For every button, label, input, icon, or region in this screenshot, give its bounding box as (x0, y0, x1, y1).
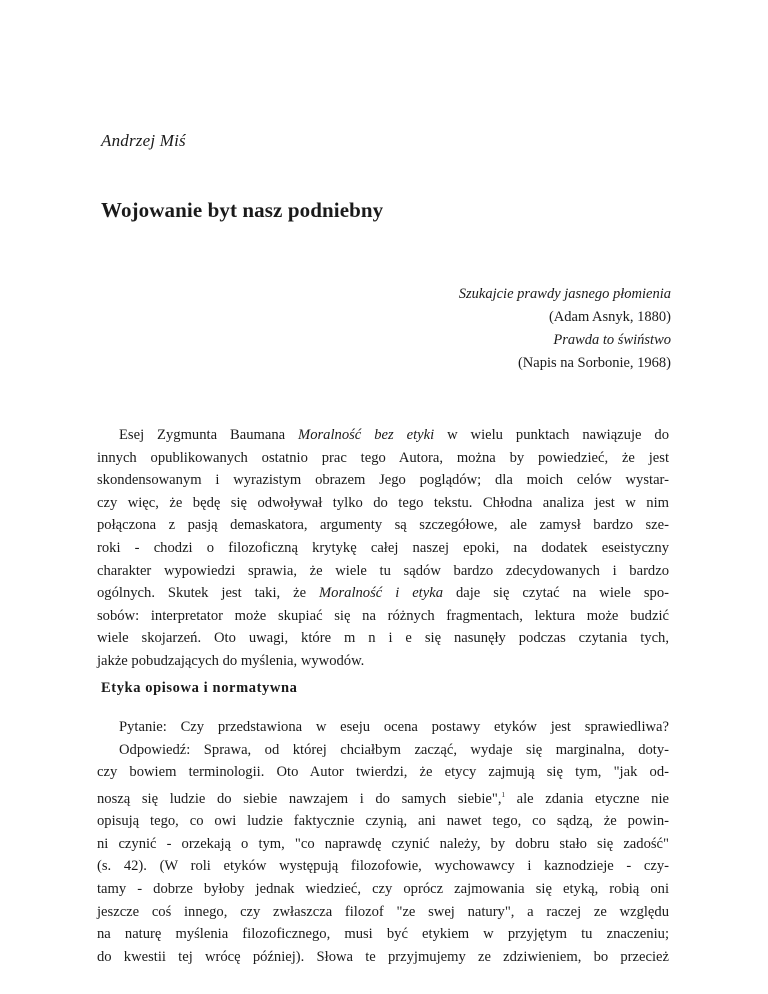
text-line: czy więc, że będę się odwoływał tylko do tego tekstu. Chłodna analiza jest w nim (97, 494, 669, 511)
text-span: daje się czytać na wiele spo- (443, 585, 669, 602)
book-title: Moralność bez etyki (298, 427, 435, 443)
book-title: Moralność i etyka (319, 585, 443, 602)
text-span: ogólnych. Skutek jest taki, że (97, 585, 320, 602)
text-span: ale zdania etyczne nie (504, 790, 670, 807)
paragraph-section (97, 716, 669, 968)
author-name: Andrzej Miś (101, 131, 186, 150)
text-line: sobów: interpretator może skupiać się na różnych fragmentach, lektura może budzić (97, 607, 669, 624)
text-line: roki - chodzi o filozoficzną krytykę całej naszej epoki, na dodatek eseistyczny (97, 539, 669, 556)
epigraph-source-2: (Napis na Sorbonie, 1968) (517, 355, 671, 371)
text-span: w wielu punktach nawiązuje do (434, 427, 670, 443)
text-span: noszą się ludzie do siebie nawzajem i do samych siebie", (97, 790, 502, 807)
text-line: Pytanie: Czy przedstawiona w eseju ocena postawy etyków jest sprawiedliwa? (119, 719, 669, 735)
text-line (97, 424, 669, 447)
paragraph-intro (97, 424, 669, 673)
article-title: Wojowanie byt nasz podniebny (101, 198, 384, 222)
text-line: (s. 42). (W roli etyków występują filozofowie, wychowawcy i kaznodzieje - czy- (97, 858, 669, 875)
text-span: Esej Zygmunta Baumana (119, 427, 299, 443)
footnote-marker: 1 (501, 790, 505, 799)
text-line: innych opublikowanych ostatnio prac tego Autora, można by powiedzieć, że jest (97, 449, 669, 466)
text-line: do kwestii tej wrócę później). Słowa te przyjmujemy ze zdziwieniem, bo przecież (97, 948, 669, 965)
text-line: opisują tego, co owi ludzie faktycznie czynią, ani nawet tego, co sądzą, że powin- (97, 813, 669, 830)
text-line: jakże pobudzających do myślenia, wywodów. (97, 652, 365, 669)
text-line: skondensowanym i wyrazistym obrazem Jego poglądów; dla moich celów wystar- (97, 472, 669, 489)
text-line: na naturę myślenia filozoficznego, musi być etykiem w przyjętym tu znaczeniu; (97, 926, 669, 943)
epigraph-quote-1: Szukajcie prawdy jasnego płomienia (458, 286, 671, 302)
text-line: jeszcze coś innego, czy zwłaszcza filozof "ze swej natury", a raczej ze względu (97, 903, 669, 920)
text-line: wiele skojarzeń. Oto uwagi, które m n i e się nasunęły podczas czytania tych, (97, 630, 669, 647)
text-line: czy bowiem terminologii. Oto Autor twierdzi, że etycy zajmują się tym, "jak od- (97, 764, 669, 781)
epigraph-source-1: (Adam Asnyk, 1880) (548, 309, 671, 325)
epigraph (459, 283, 671, 375)
text-line: tamy - dobrze byłoby jednak wiedzieć, czy oprócz zajmowania się etyką, robią oni (97, 881, 669, 898)
text-line: Odpowiedź: Sprawa, od której chciałbym zacząć, wydaje się marginalna, doty- (119, 741, 669, 758)
text-line: ni czynić - orzekają o tym, "co naprawdę czynić należy, by dobru stało się zadość" (97, 835, 669, 852)
text-line: połączona z pasją demaskatora, argumenty są szczegółowe, ale zamysł bardzo sze- (97, 517, 669, 534)
text-line: charakter wypowiedzi sprawia, że wiele tu sądów bardzo zdecydowanych i bardzo (97, 562, 669, 579)
text-line (97, 582, 669, 605)
section-heading: Etyka opisowa i normatywna (101, 680, 298, 696)
epigraph-quote-2: Prawda to świństwo (553, 332, 671, 348)
text-line (97, 784, 669, 810)
